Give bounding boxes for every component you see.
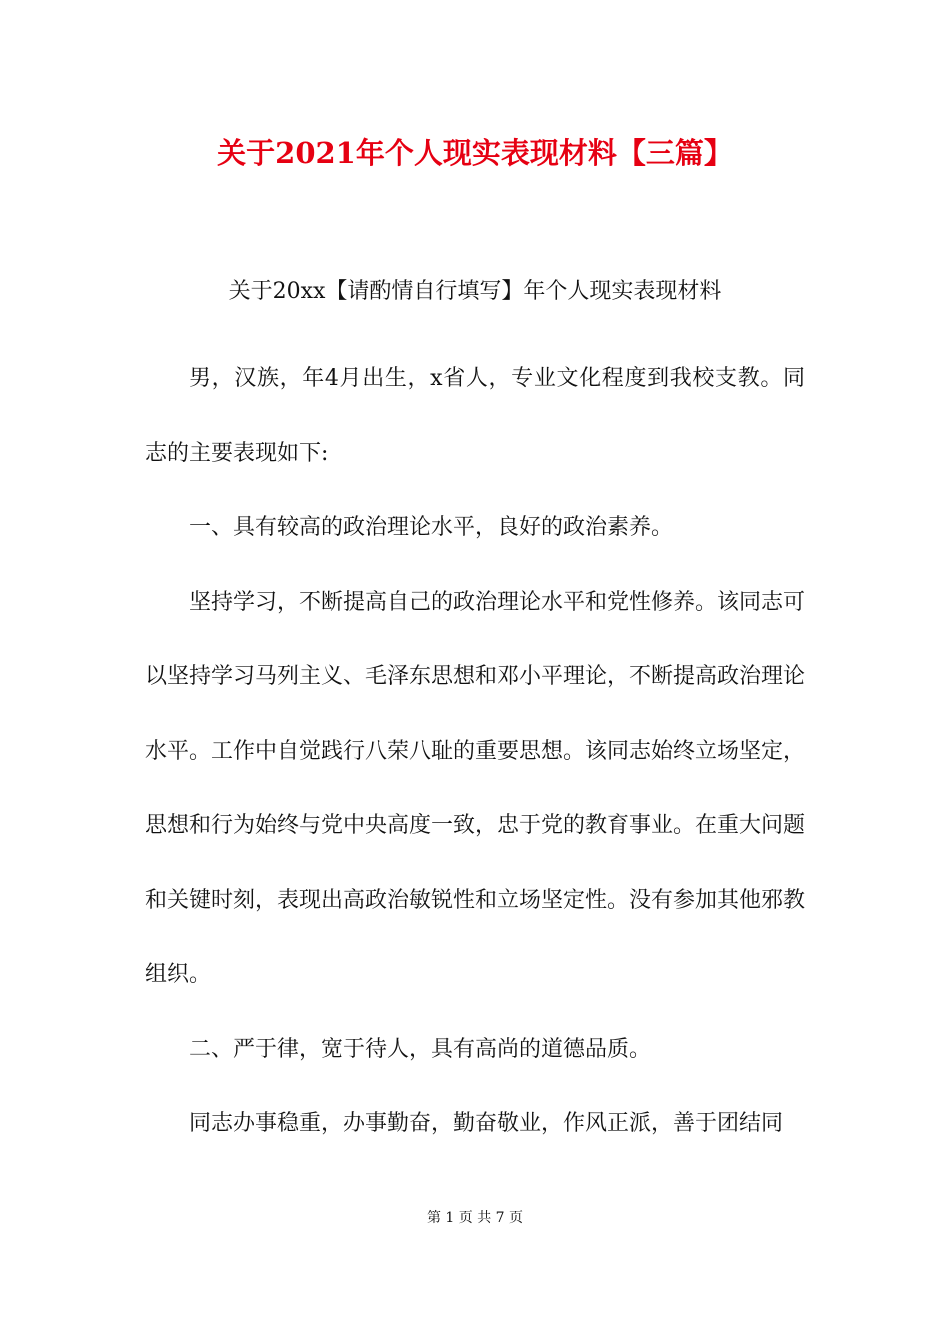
- document-subtitle: 关于20xx【请酌情自行填写】年个人现实表现材料: [228, 279, 722, 304]
- paragraph: 坚持学习，不断提高自己的政治理论水平和党性修养。该同志可以坚持学习马列主义、毛泽东思想和邓小平理论，不断提高政治理论水平。工作中自觉践行八荣八耻的重要思想。该同志始终立场坚定，思想和行为始终与党中央高度一致，忠于党的教育事业。在重大问题和关键时刻，表现出高政治敏锐性和立场坚定性。没有参加其他邪教组织。: [145, 589, 806, 987]
- paragraph: 同志办事稳重，办事勤奋，勤奋敬业，作风正派，善于团结同: [189, 1111, 784, 1136]
- paragraph: 男，汉族，年4月出生，x省人，专业文化程度到我校支教。同志的主要表现如下:: [145, 366, 805, 466]
- paragraph: 一、具有较高的政治理论水平，良好的政治素养。: [189, 515, 674, 540]
- paragraph: 二、严于律，宽于待人，具有高尚的道德品质。: [189, 1036, 652, 1062]
- document-body: [145, 342, 805, 1162]
- document-title: 关于2021年个人现实表现材料【三篇】: [217, 136, 733, 170]
- page-number-footer: 第 1 页 共 7 页: [426, 1210, 524, 1226]
